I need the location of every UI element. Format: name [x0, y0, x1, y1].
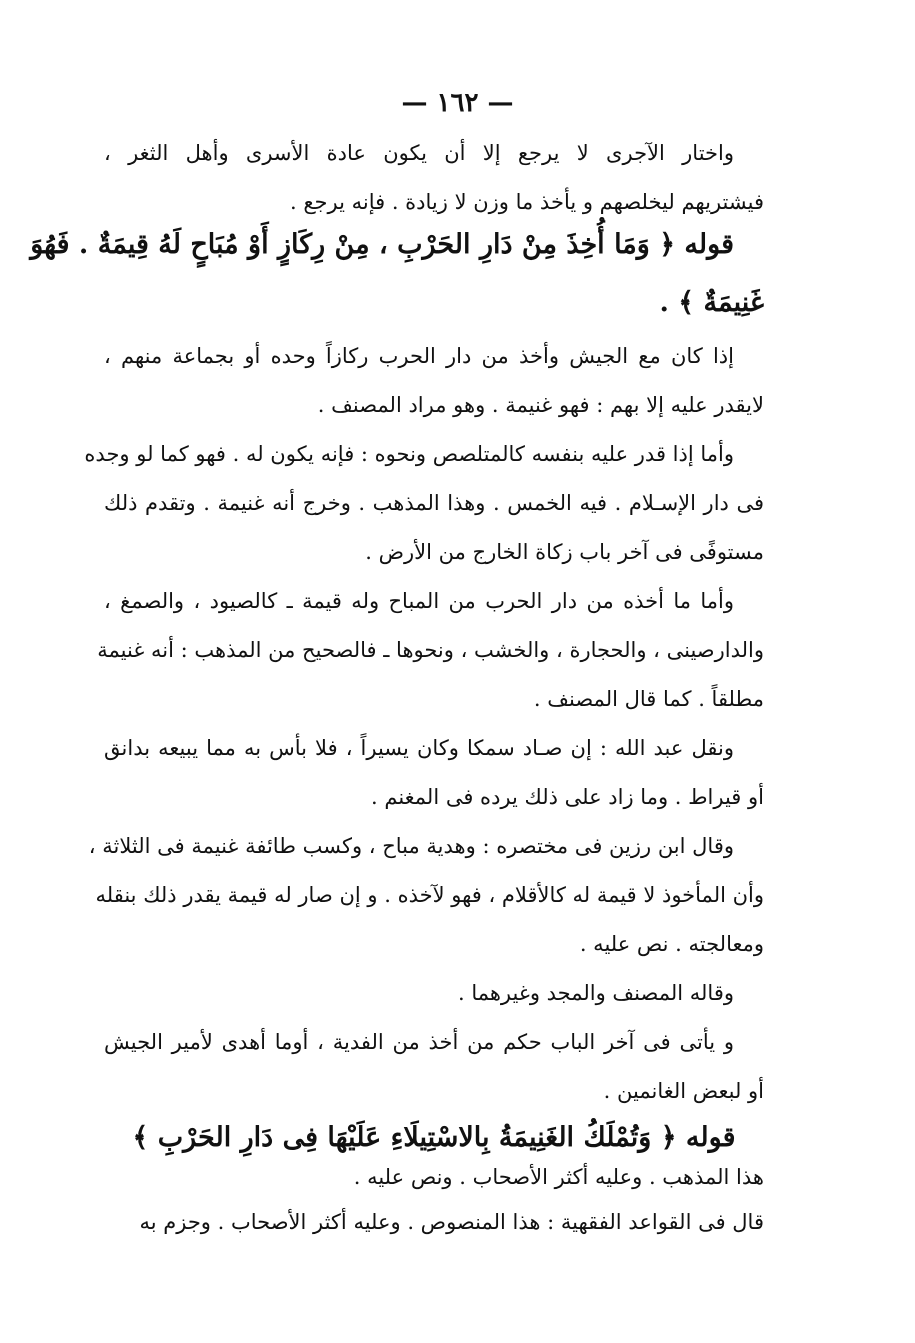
- text-line: فى دار الإسـلام . فيه الخمس . وهذا المذهب . وخرج أنه غنيمة . وتقدم ذلك: [104, 491, 764, 515]
- quoted-verse: قوله ﴿ وَمَا أُخِذَ مِنْ دَارِ الحَرْبِ ، مِنْ رِكَازٍ أَوْ مُبَاحٍ لَهُ قِيمَةٌ . فَهُوَ: [30, 229, 734, 260]
- quoted-verse: قوله ﴿ وَتُمْلَكُ الغَنِيمَةُ بِالاسْتِيلَاءِ عَلَيْهَا فِى دَارِ الحَرْبِ ﴾: [132, 1122, 736, 1153]
- text-line: وأن المأخوذ لا قيمة له كالأقلام ، فهو لآخذه . و إن صار له قيمة يقدر ذلك بنقله: [95, 883, 764, 907]
- text-line: و يأتى فى آخر الباب حكم من أخذ من الفدية ، أوما أهدى لأمير الجيش: [104, 1030, 734, 1054]
- text-line: والدارصينى ، والحجارة ، والخشب ، ونحوها ـ فالصحيح من المذهب : أنه غنيمة: [97, 638, 764, 662]
- text-line: وقال ابن رزين فى مختصره : وهدية مباح ، وكسب طائفة غنيمة فى الثلاثة ،: [88, 834, 734, 858]
- text-line: فيشتريهم ليخلصهم و يأخذ ما وزن لا زيادة . فإنه يرجع .: [289, 190, 764, 214]
- text-line: ومعالجته . نص عليه .: [579, 932, 764, 956]
- text-line: أو لبعض الغانمين .: [603, 1079, 764, 1103]
- text-line: مطلقاً . كما قال المصنف .: [533, 687, 764, 711]
- text-line: واختار الآجرى لا يرجع إلا أن يكون عادة الأسرى وأهل الثغر ،: [104, 141, 734, 165]
- text-line: وأما إذا قدر عليه بنفسه كالمتلصص ونحوه : فإنه يكون له . فهو كما لو وجده: [84, 442, 734, 466]
- page-number: — ١٦٢ —: [401, 88, 514, 118]
- body-text: [30, 140, 764, 1258]
- text-line: وقاله المصنف والمجد وغيرهما .: [457, 981, 734, 1005]
- text-line: وأما ما أخذه من دار الحرب من المباح وله قيمة ـ كالصيود ، والصمغ ،: [104, 589, 734, 613]
- text-line: أو قيراط . وما زاد على ذلك يرده فى المغنم .: [371, 785, 764, 809]
- quoted-verse: غَنِيمَةٌ ﴾ .: [659, 287, 764, 318]
- text-line: ونقل عبد الله : إن صـاد سمكا وكان يسيراً ، فلا بأس به مما يبيعه بدانق: [104, 736, 734, 760]
- text-line: لايقدر عليه إلا بهم : فهو غنيمة . وهو مراد المصنف .: [317, 393, 764, 417]
- text-line: هذا المذهب . وعليه أكثر الأصحاب . ونص عليه .: [353, 1165, 764, 1189]
- text-line: قال فى القواعد الفقهية : هذا المنصوص . وعليه أكثر الأصحاب . وجزم به: [139, 1210, 764, 1234]
- text-line: مستوفًى فى آخر باب زكاة الخارج من الأرض .: [365, 540, 764, 564]
- text-line: إذا كان مع الجيش وأخذ من دار الحرب ركازاً وحده أو بجماعة منهم ،: [104, 344, 734, 368]
